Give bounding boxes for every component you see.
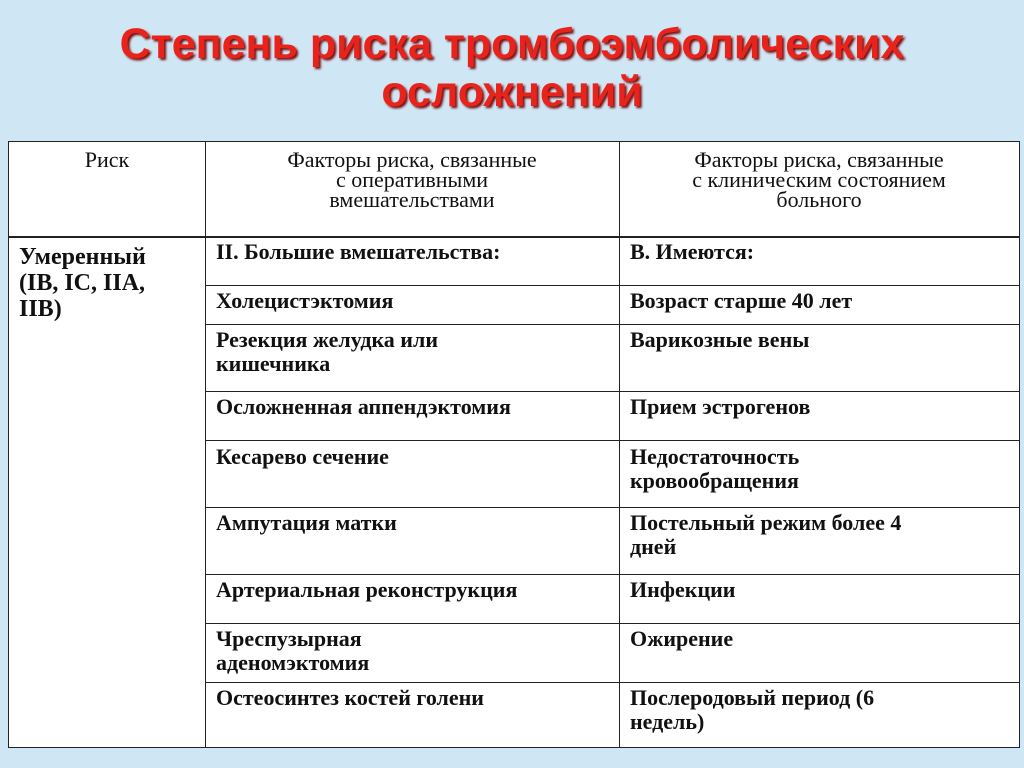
surgical-factor-cell: Резекция желудка или кишечника bbox=[216, 327, 438, 376]
risk-level-cell: Умеренный (IB, IC, IIA, IIB) bbox=[19, 244, 146, 322]
row-divider-8 bbox=[205, 682, 1019, 683]
surgical-factor-cell: Ампутация матки bbox=[216, 510, 397, 535]
surgical-factor-cell: Артериальная реконструкция bbox=[216, 577, 518, 602]
surgical-factor-cell: II. Большие вмешательства: bbox=[216, 239, 501, 264]
surgical-factor-cell: Чреспузырная аденомэктомия bbox=[216, 626, 370, 675]
clinical-factor-cell: Прием эстрогенов bbox=[630, 394, 811, 419]
clinical-factor-cell: Недостаточность кровообращения bbox=[630, 444, 800, 493]
title-line-2: осложнений bbox=[381, 68, 643, 116]
column-divider-2 bbox=[619, 142, 620, 747]
surgical-factor-cell: Осложненная аппендэктомия bbox=[216, 394, 511, 419]
row-divider-1 bbox=[205, 285, 1019, 286]
surgical-factor-cell: Холецистэктомия bbox=[216, 288, 394, 313]
clinical-factor-cell: B. Имеются: bbox=[630, 239, 755, 264]
clinical-factor-cell: Послеродовый период (6 недель) bbox=[630, 685, 875, 734]
row-divider-6 bbox=[205, 574, 1019, 575]
clinical-factor-cell: Варикозные вены bbox=[630, 327, 810, 352]
clinical-factor-cell: Ожирение bbox=[630, 626, 734, 651]
clinical-factor-cell: Возраст старше 40 лет bbox=[630, 288, 853, 313]
surgical-factor-cell: Кесарево сечение bbox=[216, 444, 389, 469]
header-risk: Риск bbox=[84, 147, 130, 172]
clinical-factor-cell: Инфекции bbox=[630, 577, 736, 602]
title-line-1: Степень риска тромбоэмболических bbox=[119, 20, 905, 68]
clinical-factor-cell: Постельный режим более 4 дней bbox=[630, 510, 902, 559]
column-divider-1 bbox=[205, 142, 206, 747]
row-divider-5 bbox=[205, 507, 1019, 508]
header-divider bbox=[9, 236, 1019, 238]
row-divider-3 bbox=[205, 391, 1019, 392]
page-title bbox=[0, 20, 1024, 116]
risk-table bbox=[8, 141, 1020, 748]
header-surgical-factors: Факторы риска, связанные с оперативными вмешательствами bbox=[287, 147, 537, 212]
header-clinical-factors: Факторы риска, связанные с клиническим состоянием больного bbox=[692, 147, 946, 212]
row-divider-2 bbox=[205, 324, 1019, 325]
surgical-factor-cell: Остеосинтез костей голени bbox=[216, 685, 484, 710]
row-divider-7 bbox=[205, 623, 1019, 624]
row-divider-4 bbox=[205, 440, 1019, 441]
